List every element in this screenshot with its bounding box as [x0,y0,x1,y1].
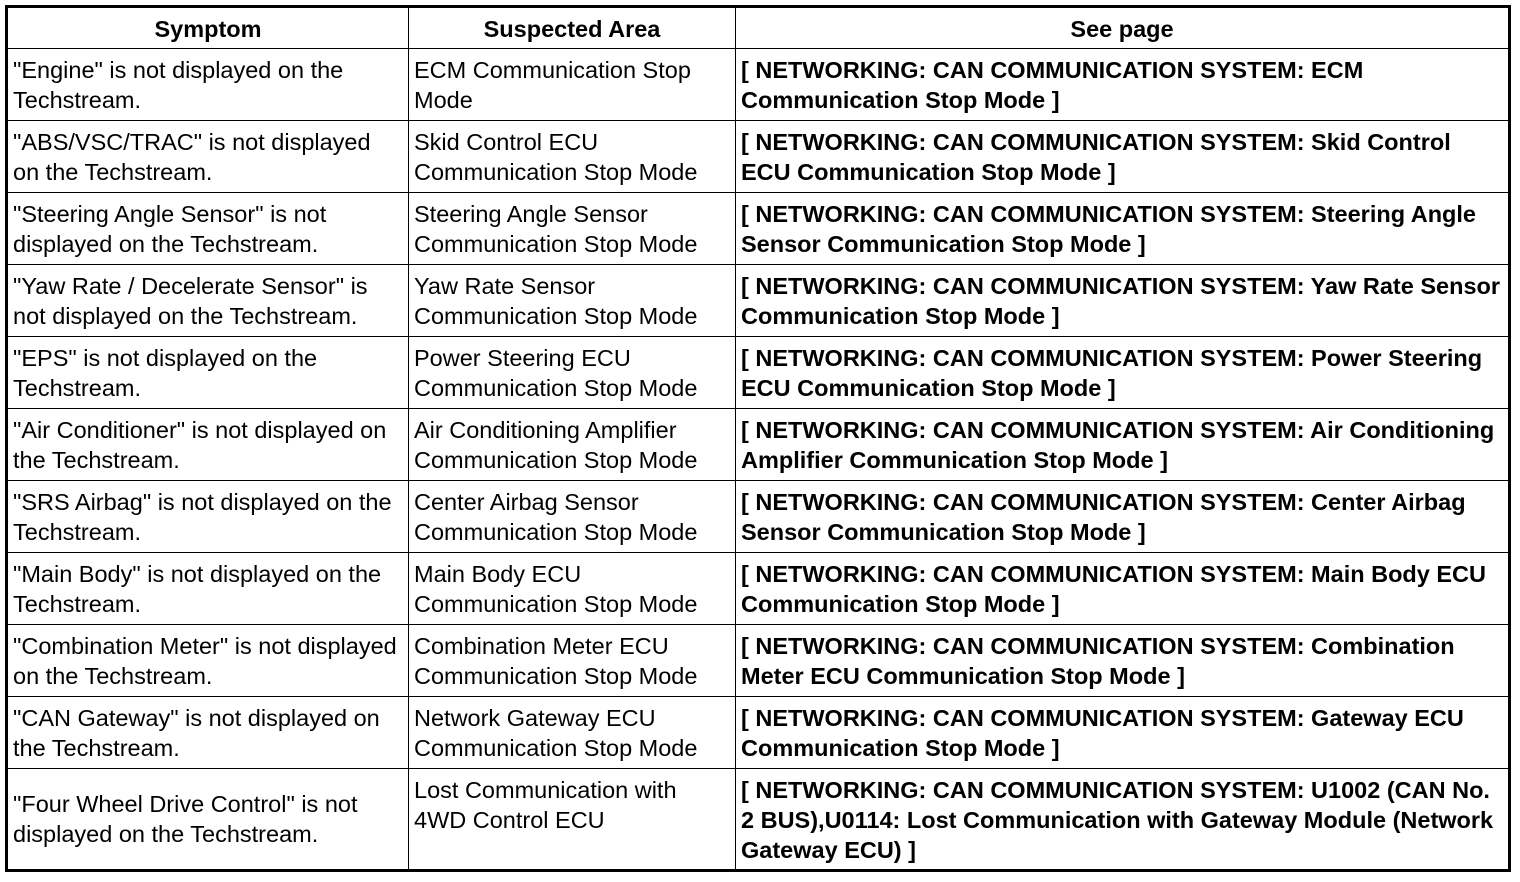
suspected-area-cell: Main Body ECU Communication Stop Mode [409,553,736,625]
see-page-link[interactable]: [ NETWORKING: CAN COMMUNICATION SYSTEM: Skid Control ECU Communication Stop Mode ] [736,121,1510,193]
symptom-cell: "Air Conditioner" is not displayed on the Techstream. [7,409,409,481]
table-row [7,625,1510,697]
suspected-area-cell: Power Steering ECU Communication Stop Mode [409,337,736,409]
see-page-link[interactable]: [ NETWORKING: CAN COMMUNICATION SYSTEM: Combination Meter ECU Communication Stop Mode ] [736,625,1510,697]
symptom-cell: "ABS/VSC/TRAC" is not displayed on the Techstream. [7,121,409,193]
symptom-cell: "Yaw Rate / Decelerate Sensor" is not displayed on the Techstream. [7,265,409,337]
suspected-area-cell: Air Conditioning Amplifier Communication Stop Mode [409,409,736,481]
table-row [7,409,1510,481]
see-page-link[interactable]: [ NETWORKING: CAN COMMUNICATION SYSTEM: U1002 (CAN No. 2 BUS),U0114: Lost Communication with Gateway Module (Network Gateway ECU) ] [736,769,1510,871]
suspected-area-cell: Network Gateway ECU Communication Stop Mode [409,697,736,769]
see-page-link[interactable]: [ NETWORKING: CAN COMMUNICATION SYSTEM: Air Conditioning Amplifier Communication Stop Mode ] [736,409,1510,481]
table-row [7,697,1510,769]
table-row [7,553,1510,625]
symptom-cell: "SRS Airbag" is not displayed on the Techstream. [7,481,409,553]
table-row [7,193,1510,265]
table-row [7,265,1510,337]
suspected-area-cell: Skid Control ECU Communication Stop Mode [409,121,736,193]
symptom-cell: "Four Wheel Drive Control" is not displayed on the Techstream. [7,769,409,871]
table-row [7,337,1510,409]
suspected-area-cell: ECM Communication Stop Mode [409,49,736,121]
table-row [7,481,1510,553]
suspected-area-cell: Yaw Rate Sensor Communication Stop Mode [409,265,736,337]
suspected-area-cell: Center Airbag Sensor Communication Stop Mode [409,481,736,553]
symptom-cell: "Main Body" is not displayed on the Techstream. [7,553,409,625]
see-page-link[interactable]: [ NETWORKING: CAN COMMUNICATION SYSTEM: Yaw Rate Sensor Communication Stop Mode ] [736,265,1510,337]
see-page-link[interactable]: [ NETWORKING: CAN COMMUNICATION SYSTEM: Main Body ECU Communication Stop Mode ] [736,553,1510,625]
symptom-cell: "Engine" is not displayed on the Techstream. [7,49,409,121]
suspected-area-cell: Lost Communication with 4WD Control ECU [409,769,736,871]
see-page-link[interactable]: [ NETWORKING: CAN COMMUNICATION SYSTEM: Power Steering ECU Communication Stop Mode ] [736,337,1510,409]
header-suspected-area: Suspected Area [409,7,736,49]
symptom-cell: "EPS" is not displayed on the Techstream. [7,337,409,409]
see-page-link[interactable]: [ NETWORKING: CAN COMMUNICATION SYSTEM: Steering Angle Sensor Communication Stop Mode ] [736,193,1510,265]
table-row [7,121,1510,193]
symptom-table [5,5,1511,872]
symptom-cell: "Combination Meter" is not displayed on the Techstream. [7,625,409,697]
table-row [7,769,1510,871]
suspected-area-cell: Combination Meter ECU Communication Stop Mode [409,625,736,697]
see-page-link[interactable]: [ NETWORKING: CAN COMMUNICATION SYSTEM: Center Airbag Sensor Communication Stop Mode ] [736,481,1510,553]
suspected-area-cell: Steering Angle Sensor Communication Stop Mode [409,193,736,265]
symptom-cell: "Steering Angle Sensor" is not displayed on the Techstream. [7,193,409,265]
header-row [7,7,1510,49]
table-row [7,49,1510,121]
symptom-cell: "CAN Gateway" is not displayed on the Techstream. [7,697,409,769]
see-page-link[interactable]: [ NETWORKING: CAN COMMUNICATION SYSTEM: Gateway ECU Communication Stop Mode ] [736,697,1510,769]
see-page-link[interactable]: [ NETWORKING: CAN COMMUNICATION SYSTEM: ECM Communication Stop Mode ] [736,49,1510,121]
header-symptom: Symptom [7,7,409,49]
header-see-page: See page [736,7,1510,49]
